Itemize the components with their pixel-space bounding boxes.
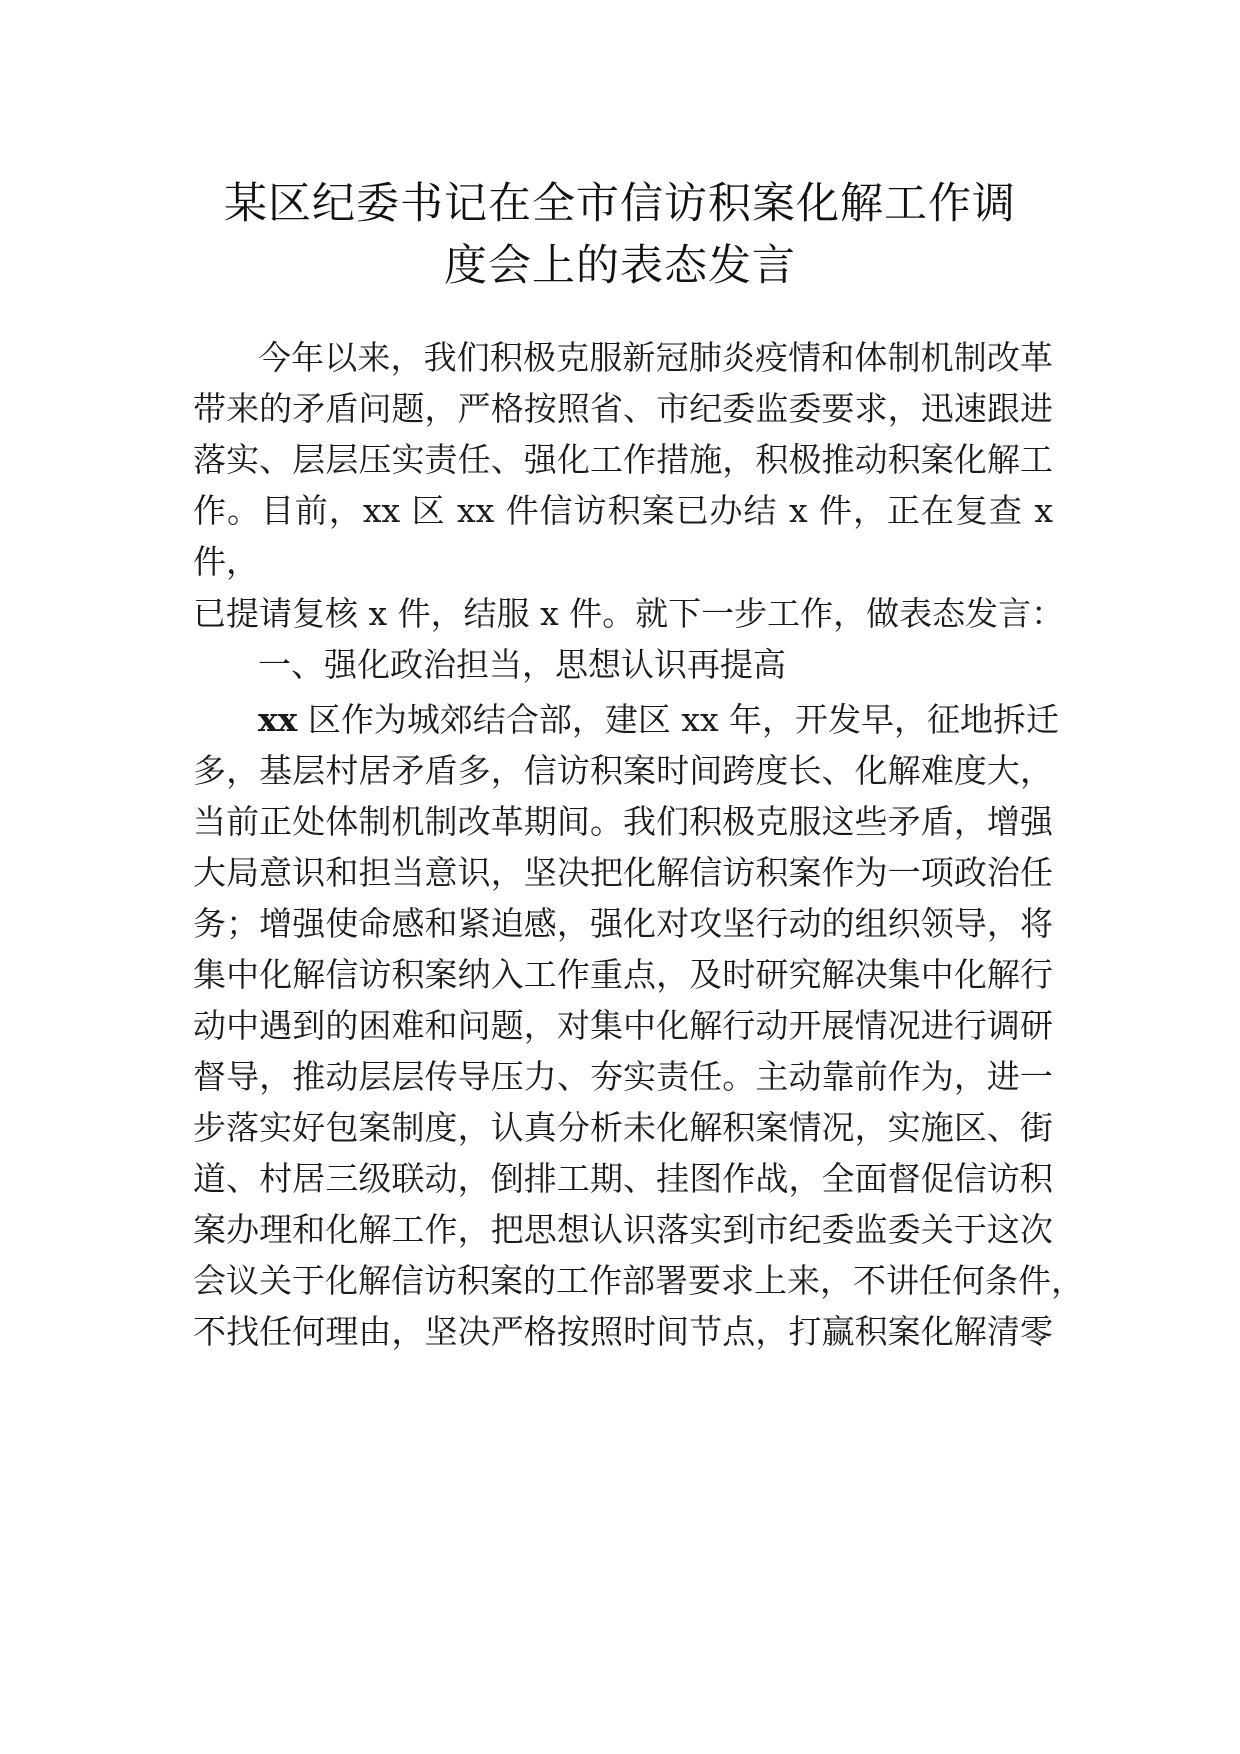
paragraph-1-line-6: 已提请复核 x 件，结服 x 件。就下一步工作，做表态发言： xyxy=(193,594,1065,633)
paragraph-2-line-3: 当前正处体制机制改革期间。我们积极克服这些矛盾，增强 xyxy=(193,802,1053,841)
paragraph-2-line-11: 案办理和化解工作，把思想认识落实到市纪委监委关于这次 xyxy=(193,1210,1053,1249)
paragraph-2-line-10: 道、村居三级联动，倒排工期、挂图作战，全面督促信访积 xyxy=(193,1159,1053,1198)
paragraph-2-line-13: 不找任何理由，坚决严格按照时间节点，打赢积案化解清零 xyxy=(193,1312,1053,1351)
paragraph-1-line-3: 落实、层层压实责任、强化工作措施，积极推动积案化解工 xyxy=(193,440,1053,479)
section-heading-1: 一、强化政治担当，思想认识再提高 xyxy=(258,645,786,684)
paragraph-2-line-9: 步落实好包案制度，认真分析未化解积案情况，实施区、街 xyxy=(193,1108,1053,1147)
paragraph-2-line-5: 务；增强使命感和紧迫感，强化对攻坚行动的组织领导，将 xyxy=(193,904,1053,943)
paragraph-2-line-12: 会议关于化解信访积案的工作部署要求上来，不讲任何条件， xyxy=(193,1261,1084,1300)
paragraph-1-line-5: 件， xyxy=(193,542,259,581)
paragraph-2-line-1 xyxy=(258,700,1060,739)
paragraph-1-line-1: 今年以来，我们积极克服新冠肺炎疫情和体制机制改革 xyxy=(258,338,1053,377)
paragraph-2-line-2: 多，基层村居矛盾多，信访积案时间跨度长、化解难度大， xyxy=(193,751,1053,790)
paragraph-2-lead: xx xyxy=(258,700,298,739)
paragraph-2-line-4: 大局意识和担当意识，坚决把化解信访积案作为一项政治任 xyxy=(193,853,1053,892)
paragraph-1-line-4: 作。目前，xx 区 xx 件信访积案已办结 x 件，正在复查 x xyxy=(193,491,1053,530)
paragraph-2-line-7: 动中遇到的困难和问题，对集中化解行动开展情况进行调研 xyxy=(193,1006,1053,1045)
document-title-line-1: 某区纪委书记在全市信访积案化解工作调 xyxy=(224,179,1016,229)
paragraph-2-line-8: 督导，推动层层传导压力、夯实责任。主动靠前作为，进一 xyxy=(193,1057,1053,1096)
paragraph-1-line-2: 带来的矛盾问题，严格按照省、市纪委监委要求，迅速跟进 xyxy=(193,389,1053,428)
paragraph-2-line-1-text: 区作为城郊结合部，建区 xx 年，开发早，征地拆迁 xyxy=(297,700,1060,739)
paragraph-2-line-6: 集中化解信访积案纳入工作重点，及时研究解决集中化解行 xyxy=(193,955,1053,994)
document-title-line-2: 度会上的表态发言 xyxy=(444,241,796,291)
